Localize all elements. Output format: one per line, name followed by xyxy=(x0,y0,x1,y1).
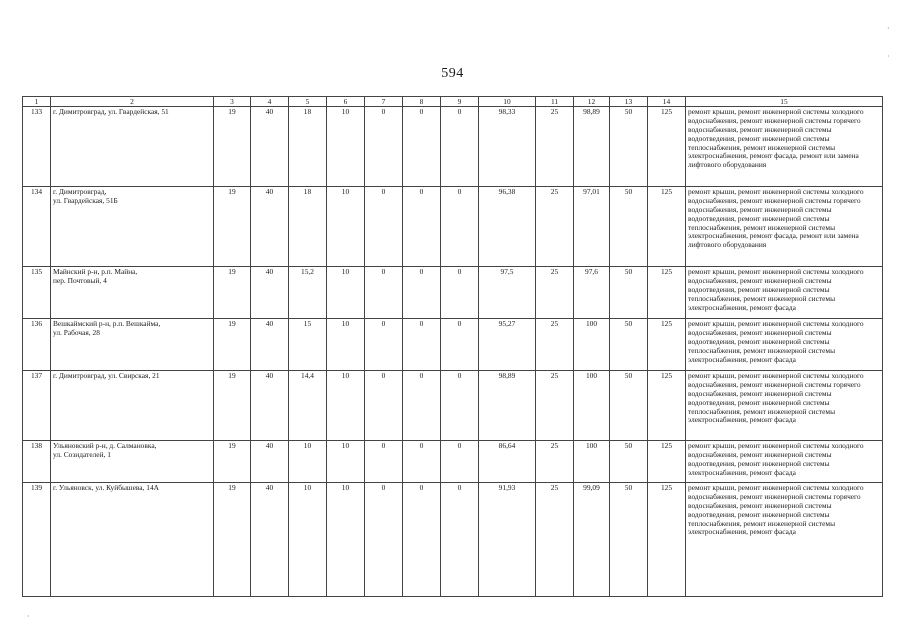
value-cell-col-8: 0 xyxy=(403,441,441,483)
value-cell-col-3: 19 xyxy=(214,319,251,371)
value-cell-col-10: 95,27 xyxy=(479,319,536,371)
value-cell-col-7: 0 xyxy=(365,483,403,597)
repair-register-table xyxy=(22,96,883,597)
value-cell-col-3: 19 xyxy=(214,267,251,319)
value-cell-col-5: 18 xyxy=(289,107,327,187)
address-line: ул. Рабочая, 28 xyxy=(53,327,100,337)
value-cell-col-11: 25 xyxy=(536,319,574,371)
value-cell-col-9: 0 xyxy=(441,319,479,371)
address-line: пер. Почтовый, 4 xyxy=(53,275,107,285)
value-cell-col-10: 96,38 xyxy=(479,187,536,267)
value-cell-col-6: 10 xyxy=(327,187,365,267)
value-cell-col-6: 10 xyxy=(327,107,365,187)
value-cell-col-7: 0 xyxy=(365,267,403,319)
value-cell-col-13: 50 xyxy=(610,371,648,441)
row-number: 133 xyxy=(23,107,51,187)
value-cell-col-5: 10 xyxy=(289,483,327,597)
row-number: 139 xyxy=(23,483,51,597)
value-cell-col-6: 10 xyxy=(327,319,365,371)
value-cell-col-8: 0 xyxy=(403,107,441,187)
value-cell-col-11: 25 xyxy=(536,187,574,267)
value-cell-col-8: 0 xyxy=(403,319,441,371)
repair-works-cell: ремонт крыши, ремонт инженерной системы холодного водоснабжения, ремонт инженерной системы водоотведения, ремонт инженерной системы электроснабжения, ремонт фасада xyxy=(686,441,883,483)
value-cell-col-7: 0 xyxy=(365,441,403,483)
address-line: ул. Созидателей, 1 xyxy=(53,449,111,459)
value-cell-col-14: 125 xyxy=(648,483,686,597)
table-row xyxy=(23,267,883,319)
table-row xyxy=(23,371,883,441)
value-cell-col-6: 10 xyxy=(327,371,365,441)
value-cell-col-13: 50 xyxy=(610,107,648,187)
value-cell-col-7: 0 xyxy=(365,107,403,187)
value-cell-col-9: 0 xyxy=(441,483,479,597)
value-cell-col-9: 0 xyxy=(441,371,479,441)
column-header-5: 5 xyxy=(289,97,327,107)
value-cell-col-7: 0 xyxy=(365,187,403,267)
value-cell-col-9: 0 xyxy=(441,187,479,267)
column-header-4: 4 xyxy=(251,97,289,107)
value-cell-col-3: 19 xyxy=(214,441,251,483)
address-line: г. Ульяновск, ул. Куйбышева, 14А xyxy=(53,483,159,492)
column-header-13: 13 xyxy=(610,97,648,107)
value-cell-col-13: 50 xyxy=(610,319,648,371)
value-cell-col-3: 19 xyxy=(214,483,251,597)
table-body xyxy=(23,97,883,597)
value-cell-col-5: 15,2 xyxy=(289,267,327,319)
value-cell-col-8: 0 xyxy=(403,371,441,441)
value-cell-col-10: 98,33 xyxy=(479,107,536,187)
value-cell-col-11: 25 xyxy=(536,371,574,441)
address-line: Вешкаймский р-н, р.п. Вешкайма, xyxy=(53,319,161,328)
value-cell-col-14: 125 xyxy=(648,267,686,319)
value-cell-col-7: 0 xyxy=(365,371,403,441)
value-cell-col-14: 125 xyxy=(648,187,686,267)
table-row xyxy=(23,441,883,483)
repair-works-cell: ремонт крыши, ремонт инженерной системы холодного водоснабжения, ремонт инженерной системы водоотведения, ремонт инженерной системы теплоснабжения, ремонт инженерной системы электроснабжения, ремонт фасада xyxy=(686,319,883,371)
table-row xyxy=(23,483,883,597)
address-line: ул. Гвардейская, 51Б xyxy=(53,195,118,205)
column-header-3: 3 xyxy=(214,97,251,107)
value-cell-col-5: 14,4 xyxy=(289,371,327,441)
value-cell-col-4: 40 xyxy=(251,319,289,371)
row-number: 135 xyxy=(23,267,51,319)
address-line: г. Димитровград, ул. Гвардейская, 51 xyxy=(53,107,169,116)
address-cell xyxy=(51,267,214,319)
value-cell-col-12: 100 xyxy=(574,441,610,483)
value-cell-col-11: 25 xyxy=(536,483,574,597)
page-number: 594 xyxy=(441,66,464,81)
value-cell-col-10: 97,5 xyxy=(479,267,536,319)
table-row xyxy=(23,187,883,267)
value-cell-col-5: 10 xyxy=(289,441,327,483)
value-cell-col-11: 25 xyxy=(536,107,574,187)
address-cell xyxy=(51,371,214,441)
value-cell-col-13: 50 xyxy=(610,267,648,319)
address-line: г. Димитровград, xyxy=(53,187,107,196)
column-header-12: 12 xyxy=(574,97,610,107)
repair-works-cell: ремонт крыши, ремонт инженерной системы холодного водоснабжения, ремонт инженерной системы горячего водоснабжения, ремонт инженерной системы водоотведения, ремонт инженерной системы теплоснабжения, ремонт инженерной системы электроснабжения, ремонт фасада xyxy=(686,483,883,597)
value-cell-col-12: 98,89 xyxy=(574,107,610,187)
value-cell-col-5: 15 xyxy=(289,319,327,371)
address-cell xyxy=(51,187,214,267)
value-cell-col-6: 10 xyxy=(327,483,365,597)
column-header-2: 2 xyxy=(51,97,214,107)
address-line: г. Димитровград, ул. Свирская, 21 xyxy=(53,371,160,380)
column-header-11: 11 xyxy=(536,97,574,107)
value-cell-col-8: 0 xyxy=(403,483,441,597)
value-cell-col-4: 40 xyxy=(251,187,289,267)
value-cell-col-7: 0 xyxy=(365,319,403,371)
value-cell-col-14: 125 xyxy=(648,319,686,371)
table-row xyxy=(23,107,883,187)
value-cell-col-9: 0 xyxy=(441,107,479,187)
column-header-1: 1 xyxy=(23,97,51,107)
column-header-9: 9 xyxy=(441,97,479,107)
value-cell-col-11: 25 xyxy=(536,267,574,319)
row-number: 137 xyxy=(23,371,51,441)
row-number: 134 xyxy=(23,187,51,267)
value-cell-col-12: 97,6 xyxy=(574,267,610,319)
column-header-15: 15 xyxy=(686,97,883,107)
column-header-10: 10 xyxy=(479,97,536,107)
value-cell-col-14: 125 xyxy=(648,371,686,441)
value-cell-col-4: 40 xyxy=(251,107,289,187)
value-cell-col-6: 10 xyxy=(327,441,365,483)
value-cell-col-4: 40 xyxy=(251,483,289,597)
address-cell xyxy=(51,107,214,187)
value-cell-col-4: 40 xyxy=(251,267,289,319)
address-cell xyxy=(51,441,214,483)
value-cell-col-11: 25 xyxy=(536,441,574,483)
address-line: Майнский р-н, р.п. Майна, xyxy=(53,267,138,276)
repair-works-cell: ремонт крыши, ремонт инженерной системы холодного водоснабжения, ремонт инженерной системы водоотведения, ремонт инженерной системы теплоснабжения, ремонт инженерной системы электроснабжения, ремонт фасада xyxy=(686,267,883,319)
value-cell-col-12: 97,01 xyxy=(574,187,610,267)
table-row xyxy=(23,319,883,371)
address-line: Ульяновский р-н, д. Салмановка, xyxy=(53,441,157,450)
value-cell-col-3: 19 xyxy=(214,371,251,441)
scan-edge-mark: · xyxy=(27,612,30,621)
row-number: 138 xyxy=(23,441,51,483)
value-cell-col-12: 100 xyxy=(574,319,610,371)
scan-edge-mark: · xyxy=(887,52,890,61)
scan-edge-mark: · xyxy=(887,24,890,33)
value-cell-col-3: 19 xyxy=(214,187,251,267)
value-cell-col-14: 125 xyxy=(648,441,686,483)
value-cell-col-10: 98,89 xyxy=(479,371,536,441)
value-cell-col-13: 50 xyxy=(610,441,648,483)
value-cell-col-10: 86,64 xyxy=(479,441,536,483)
value-cell-col-5: 18 xyxy=(289,187,327,267)
address-cell xyxy=(51,319,214,371)
column-header-7: 7 xyxy=(365,97,403,107)
value-cell-col-8: 0 xyxy=(403,187,441,267)
column-header-6: 6 xyxy=(327,97,365,107)
repair-works-cell: ремонт крыши, ремонт инженерной системы холодного водоснабжения, ремонт инженерной системы горячего водоснабжения, ремонт инженерной системы водоотведения, ремонт инженерной системы теплоснабжения, ремонт инженерной системы электроснабжения, ремонт фасада xyxy=(686,371,883,441)
value-cell-col-8: 0 xyxy=(403,267,441,319)
value-cell-col-4: 40 xyxy=(251,371,289,441)
repair-works-cell: ремонт крыши, ремонт инженерной системы холодного водоснабжения, ремонт инженерной системы горячего водоснабжения, ремонт инженерной системы водоотведения, ремонт инженерной системы теплоснабжения, ремонт инженерной системы электроснабжения, ремонт фасада, ремонт или замена лифтового оборудования xyxy=(686,107,883,187)
column-header-row xyxy=(23,97,883,107)
value-cell-col-9: 0 xyxy=(441,267,479,319)
value-cell-col-12: 99,09 xyxy=(574,483,610,597)
value-cell-col-3: 19 xyxy=(214,107,251,187)
value-cell-col-6: 10 xyxy=(327,267,365,319)
row-number: 136 xyxy=(23,319,51,371)
address-cell xyxy=(51,483,214,597)
column-header-8: 8 xyxy=(403,97,441,107)
value-cell-col-10: 91,93 xyxy=(479,483,536,597)
value-cell-col-9: 0 xyxy=(441,441,479,483)
value-cell-col-4: 40 xyxy=(251,441,289,483)
value-cell-col-13: 50 xyxy=(610,483,648,597)
repair-works-cell: ремонт крыши, ремонт инженерной системы холодного водоснабжения, ремонт инженерной системы горячего водоснабжения, ремонт инженерной системы водоотведения, ремонт инженерной системы теплоснабжения, ремонт инженерной системы электроснабжения, ремонт фасада, ремонт или замена лифтового оборудования xyxy=(686,187,883,267)
column-header-14: 14 xyxy=(648,97,686,107)
value-cell-col-13: 50 xyxy=(610,187,648,267)
value-cell-col-12: 100 xyxy=(574,371,610,441)
value-cell-col-14: 125 xyxy=(648,107,686,187)
